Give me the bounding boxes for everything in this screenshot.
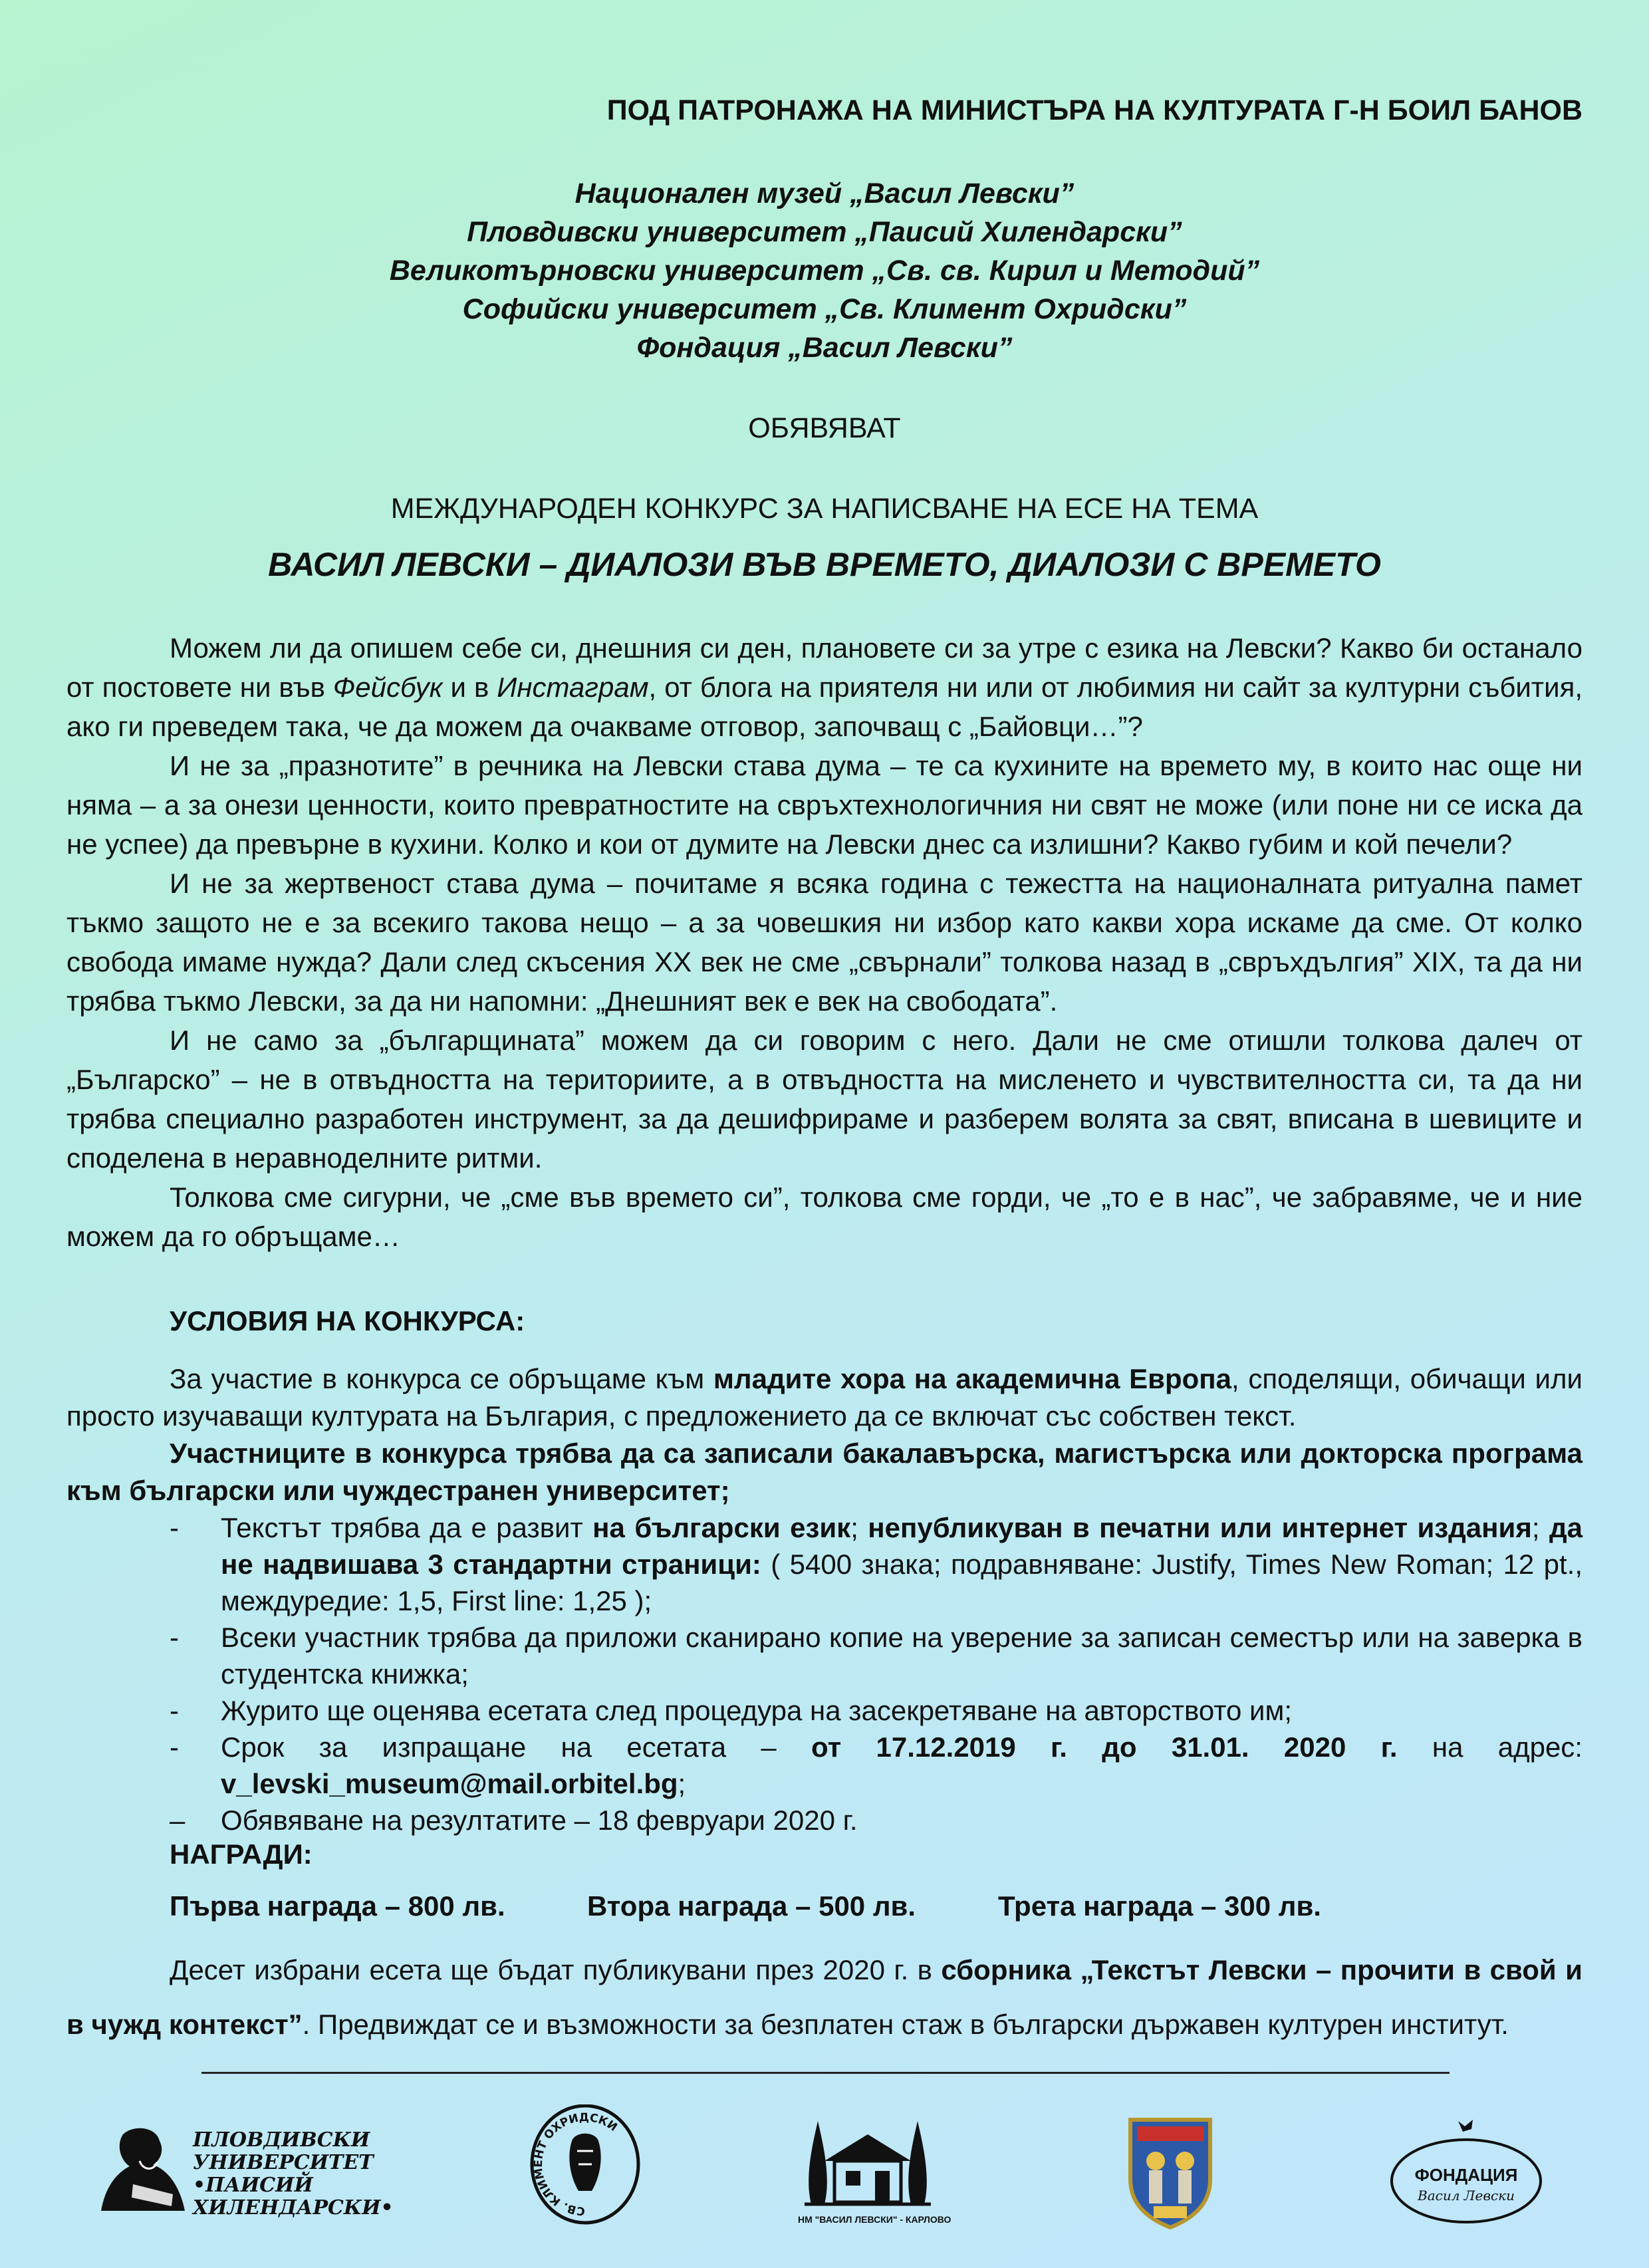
- dash-bullet: –: [170, 1805, 186, 1836]
- sofia-university-logo: [525, 2104, 645, 2231]
- dash-bullet: -: [170, 1731, 179, 1763]
- museum-caption: НМ "ВАСИЛ ЛЕВСКИ" - КАРЛОВО: [798, 2214, 951, 2225]
- awards-heading: НАГРАДИ:: [170, 1838, 313, 1870]
- closing-paragraph: [66, 1943, 1583, 2052]
- rule-text: Обявяване на резултатите – 18 февруари 2020 г.: [221, 1805, 858, 1836]
- conditions-paragraph-2: [66, 1435, 1583, 1509]
- intro-paragraph-2: И не за „празнотите” в речника на Левски става дума – те са кухините на времето му, в които нас още ни няма – а за онези ценности, които превратностите на свръхтехнологичния ни свят не може (или поне ни се иска да не успее) да превърне в кухини. Колко и кои от думите на Левски днес са излишни? Какво губим и кой печели?: [66, 750, 1583, 860]
- rule-text: ;: [850, 1512, 868, 1543]
- organizer-sofia-university: Софийски университет „Св. Климент Охридски”: [462, 293, 1187, 325]
- intro-paragraph-4: И не само за „българщината” можем да си говорим с него. Дали не сме отишли толкова далеч от „Българско” – не в отвъдността на териториите, а в отвъдността на мисленето и чувствителността си, та да ни трябва специално разработен инструмент, за да дешифрираме и разберем волята за свят, вписана в шевиците и споделена в неравноделните ритми.: [66, 1025, 1583, 1174]
- intro-paragraph-5: Толкова сме сигурни, че „сме във времето си”, толкова сме горди, че „то е в нас”, че забравяме, че и ние можем да го обръщаме…: [66, 1182, 1583, 1252]
- monk-writer-icon: [93, 2121, 193, 2221]
- rule-text: Срок за изпращане на есетата –: [221, 1731, 811, 1763]
- rules-list: [66, 1509, 1583, 1838]
- rule-text: ;: [1531, 1512, 1549, 1543]
- rule-item-language: [66, 1509, 1583, 1619]
- rule-item-deadline: [66, 1729, 1583, 1802]
- deadline-dates: от 17.12.2019 г. до 31.01. 2020 г.: [811, 1731, 1398, 1763]
- foundation-name: ФОНДАЦИЯ: [1414, 2165, 1518, 2185]
- competition-theme: ВАСИЛ ЛЕВСКИ – ДИАЛОЗИ ВЪВ ВРЕМЕТО, ДИАЛОЗИ С ВРЕМЕТО: [268, 546, 1381, 583]
- rule-item-results: [66, 1802, 1583, 1838]
- second-prize: Втора награда – 500 лв.: [587, 1890, 916, 1922]
- eligibility-text: Участниците в конкурса трябва да са записали бакалавърска, магистърска или докторска програма към български или чуждестранен университет;: [66, 1438, 1583, 1506]
- sofia-seal-icon: [525, 2104, 645, 2231]
- museum-logo: [798, 2111, 951, 2231]
- plovdiv-logo-line-1: ПЛОВДИВСКИ: [193, 2128, 370, 2152]
- foundation-script: Васил Левски: [1418, 2188, 1515, 2204]
- conditions-text: , споделящи, обичащи или просто изучаващи културата на България, с предложението да се включат със собствен текст.: [66, 1363, 1583, 1432]
- patronage-line: ПОД ПАТРОНАЖА НА МИНИСТЪРА НА КУЛТУРАТА Г-Н БОИЛ БАНОВ: [606, 94, 1583, 126]
- organizer-museum: Национален музей „Васил Левски”: [574, 178, 1075, 209]
- competition-title: МЕЖДУНАРОДЕН КОНКУРС ЗА НАПИСВАНЕ НА ЕСЕ НА ТЕМА: [390, 493, 1259, 525]
- organizer-vt-university: Великотърновски университет „Св. св. Кирил и Методий”: [389, 255, 1260, 287]
- closing-text: [66, 1943, 1583, 2052]
- rule-text: Всеки участник трябва да приложи сканирано копие на уверение за записан семестър или на заверка в студентска книжка;: [221, 1622, 1583, 1690]
- rule-item-jury: [66, 1692, 1583, 1729]
- foundation-logo: [1386, 2114, 1546, 2227]
- submission-email[interactable]: v_levski_museum@mail.orbitel.bg: [221, 1768, 678, 1799]
- sofia-seal-ring-text: СВ. КЛИМЕНТ ОХРИДСКИ: [531, 2110, 620, 2218]
- rule-item-certificate: [66, 1619, 1583, 1692]
- closing-plain: . Предвиждат се и възможности за безплатен стаж в български държавен културен институт.: [302, 2009, 1509, 2040]
- intro-paragraph-1: [66, 628, 1583, 746]
- rule-text: ;: [678, 1768, 686, 1799]
- conditions-emphasis: младите хора на академична Европа: [713, 1363, 1232, 1394]
- plovdiv-logo-line-3: •ПАИСИЙ: [193, 2174, 313, 2197]
- conditions-heading: УСЛОВИЯ НА КОНКУРСА:: [170, 1305, 525, 1336]
- organizer-foundation: Фондация „Васил Левски”: [636, 332, 1013, 364]
- vt-crest-icon: [1124, 2113, 1217, 2229]
- closing-plain: Десет избрани есета ще бъдат публикувани през 2020 г. в: [170, 1954, 942, 1985]
- plovdiv-logo-line-4: ХИЛЕНДАРСКИ•: [193, 2196, 394, 2219]
- intro-section: [66, 628, 1583, 1256]
- conditions-paragraph-1: [66, 1360, 1583, 1435]
- rule-text: ( 5400 знака; подравняване: Justify, Times New Roman; 12 pt., междуредие: 1,5, First line: 1,25 );: [221, 1549, 1583, 1616]
- plovdiv-logo-line-2: УНИВЕРСИТЕТ: [193, 2151, 374, 2174]
- organizers-list: [0, 174, 1649, 367]
- rule-emphasis: да не надвишава 3 стандартни страници:: [221, 1512, 1583, 1580]
- conditions-section: [66, 1360, 1583, 1838]
- museum-house-icon: [798, 2111, 938, 2211]
- rule-emphasis: непубликуван в печатни или интернет издания: [868, 1512, 1532, 1543]
- instagram-mention: Инстаграм: [497, 672, 649, 703]
- rule-text: Текстът трябва да е развит: [221, 1512, 593, 1543]
- organizer-plovdiv-university: Пловдивски университет „Паисий Хилендарски”: [467, 216, 1182, 248]
- intro-text: и в: [442, 672, 497, 703]
- dash-bullet: -: [170, 1622, 179, 1653]
- rule-text: на адрес:: [1397, 1731, 1583, 1763]
- intro-paragraph-3: И не за жертвеност става дума – почитаме я всяка година с тежестта на националната ритуална памет тъкмо защото не е за всекиго такова нещо – а за човешкия ни избор като какви хора искаме да сме. От колко свобода имаме нужда? Дали след скъсения XX век не сме „свърнали” толкова назад в „свръхдългия” XIX, та да ни трябва тъкмо Левски, за да ни напомни: „Днешният век е век на свободата”.: [66, 868, 1583, 1017]
- intro-text: , от блога на приятеля ни или от любимия ни сайт за културни събития, ако ги преведем така, че да можем да очакваме отговор, започващ с „Байовци…”?: [66, 672, 1583, 742]
- facebook-mention: Фейсбук: [332, 672, 443, 703]
- rule-text: Журито ще оценява есетата след процедура на засекретяване на авторството им;: [221, 1695, 1293, 1726]
- conditions-text: За участие в конкурса се обръщаме към: [170, 1363, 713, 1394]
- announce-heading: ОБЯВЯВАТ: [748, 412, 901, 444]
- rule-emphasis: на български език: [592, 1512, 851, 1543]
- vt-university-logo: [1124, 2113, 1217, 2229]
- collection-title: сборника „Текстът Левски – прочити в свой и в чужд контекст”: [66, 1954, 1583, 2040]
- dash-bullet: -: [170, 1512, 179, 1543]
- intro-text: Можем ли да опишем себе си, днешния си ден, плановете си за утре с езика на Левски? Какво би останало от постовете ни във: [66, 632, 1583, 703]
- divider-line: [201, 2072, 1450, 2074]
- first-prize: Първа награда – 800 лв.: [170, 1890, 505, 1922]
- plovdiv-university-logo: [93, 2121, 399, 2221]
- third-prize: Трета награда – 300 лв.: [998, 1890, 1321, 1922]
- dash-bullet: -: [170, 1695, 179, 1726]
